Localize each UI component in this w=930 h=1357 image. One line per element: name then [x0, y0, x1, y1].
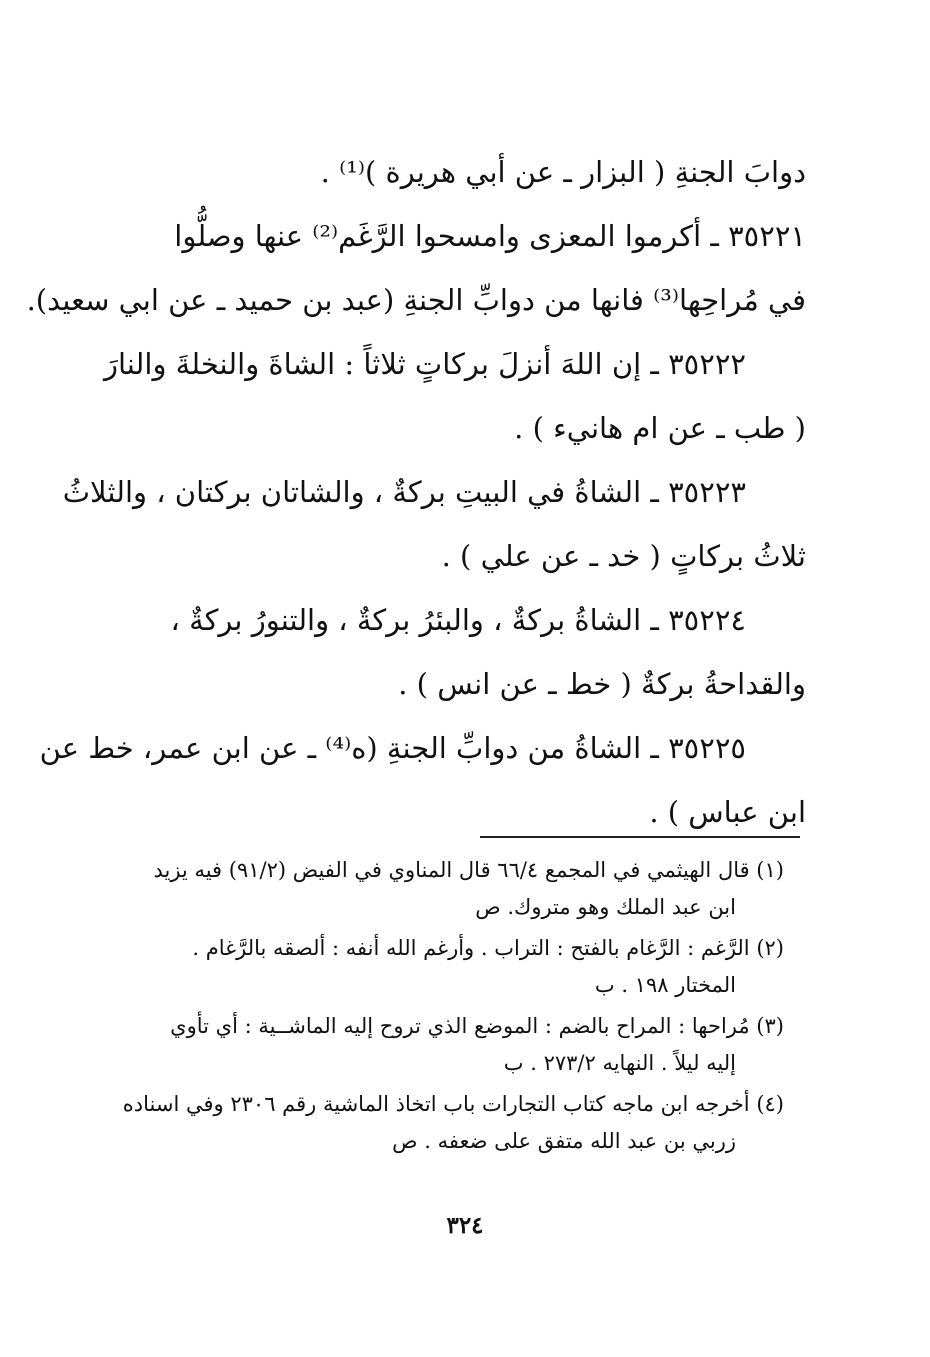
text-line: ( طب ـ عن ام هانيء ) . — [514, 411, 806, 445]
footnote-4 — [88, 1086, 784, 1160]
footnote-separator — [480, 836, 800, 838]
text-line: دوابَ الجنةِ ( البزار ـ عن أبي هريرة )⁽¹⁾ . — [320, 155, 806, 189]
main-text — [26, 140, 806, 844]
hadith-35223: ٣٥٢٢٣ ـ الشاةُ في البيتِ بركةٌ ، والشاتان بركتان ، والثلاثُ — [62, 475, 746, 509]
hadith-35225: ٣٥٢٢٥ ـ الشاةُ من دوابِّ الجنةِ (ه⁽⁴⁾ ـ عن ابن عمر، خط عن — [39, 731, 746, 765]
footnotes — [88, 852, 784, 1164]
footnote-line: (١) قال الهيثمي في المجمع ٦٦/٤ قال المناوي في الفيض (٩١/٢) فيه يزيد — [153, 858, 784, 882]
footnote-2 — [88, 930, 784, 1004]
footnote-line: إليه ليلاً . النهايه ٢٧٣/٢ . ب — [503, 1051, 736, 1075]
footnote-line: زربي بن عبد الله متفق على ضعفه . ص — [392, 1129, 736, 1153]
footnote-line: (٢) الرَّغم : الرَّغام بالفتح : التراب . وأرغم الله أنفه : ألصقه بالرَّغام . — [192, 936, 784, 960]
footnote-1 — [88, 852, 784, 926]
text-line: ثلاثُ بركاتٍ ( خد ـ عن علي ) . — [441, 539, 806, 573]
footnote-line: ابن عبد الملك وهو متروك. ص — [475, 895, 736, 919]
text-line: في مُراحِها⁽³⁾ فانها من دوابِّ الجنةِ (عبد بن حميد ـ عن ابي سعيد). — [26, 283, 806, 317]
text-line: ابن عباس ) . — [649, 795, 806, 829]
footnote-3 — [88, 1008, 784, 1082]
text-line: والقداحةُ بركةٌ ( خط ـ عن انس ) . — [398, 667, 806, 701]
page-number: ٣٢٤ — [446, 1212, 484, 1239]
hadith-35221: ٣٥٢٢١ ـ أكرموا المعزى وامسحوا الرَّغَم⁽²⁾ عنها وصلُّوا — [174, 219, 806, 253]
footnote-line: المختار ١٩٨ . ب — [594, 973, 736, 997]
hadith-35222: ٣٥٢٢٢ ـ إن اللهَ أنزلَ بركاتٍ ثلاثاً : الشاةَ والنخلةَ والنارَ — [103, 347, 746, 381]
hadith-35224: ٣٥٢٢٤ ـ الشاةُ بركةٌ ، والبئرُ بركةٌ ، والتنورُ بركةٌ ، — [170, 603, 746, 637]
footnote-line: (٤) أخرجه ابن ماجه كتاب التجارات باب اتخاذ الماشية رقم ٢٣٠٦ وفي اسناده — [122, 1092, 784, 1116]
footnote-line: (٣) مُراحها : المراح بالضم : الموضع الذي تروح إليه الماشــية : أي تأوي — [170, 1014, 784, 1038]
